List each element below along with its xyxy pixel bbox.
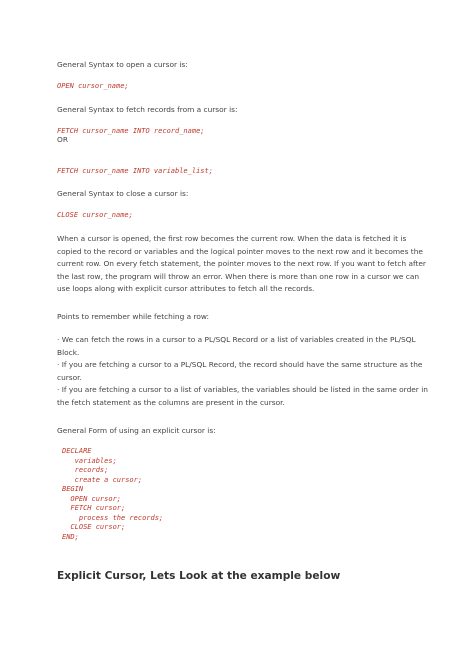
code-line: BEGIN xyxy=(62,485,84,494)
points-intro: Points to remember while fetching a row: xyxy=(57,312,210,321)
document-page xyxy=(57,0,429,670)
code-line: OPEN cursor; xyxy=(62,494,122,503)
section-heading: Explicit Cursor, Lets Look at the example below xyxy=(57,570,341,582)
code-line: CLOSE cursor; xyxy=(62,523,126,532)
code-line: create a cursor; xyxy=(62,475,143,484)
list-item: · If you are fetching a cursor to a PL/SQL Record, the record should have the same structure as the cursor. xyxy=(57,360,423,382)
list-item: · We can fetch the rows in a cursor to a PL/SQL Record or a list of variables created in the PL/SQL Block. xyxy=(57,335,416,357)
general-form-intro: General Form of using an explicit cursor is: xyxy=(57,426,216,435)
close-syntax-code: CLOSE cursor_name; xyxy=(57,211,133,219)
open-syntax-code: OPEN cursor_name; xyxy=(57,82,129,90)
or-separator: OR xyxy=(57,135,68,144)
fetch-syntax-intro: General Syntax to fetch records from a cursor is: xyxy=(57,105,238,114)
code-line: FETCH cursor; xyxy=(62,504,126,513)
general-form-code-block xyxy=(62,447,163,542)
cursor-explanation-paragraph: When a cursor is opened, the first row becomes the current row. When the data is fetched it is copied to the record or variables and the logical pointer moves to the next row and it becomes the current row. On every fetch statement, the pointer moves to the next row. If you want to fetch after the last row, the program will throw an error. When there is more than one row in a cursor we can use loops along with explicit cursor attributes to fetch all the records. xyxy=(57,234,426,294)
points-list xyxy=(57,334,429,410)
fetch-syntax-code-record: FETCH cursor_name INTO record_name; xyxy=(57,127,205,135)
list-item: · If you are fetching a cursor to a list of variables, the variables should be listed in the same order in the fetch statement as the columns are present in the cursor. xyxy=(57,385,428,407)
code-line: END; xyxy=(62,532,79,541)
open-syntax-intro: General Syntax to open a cursor is: xyxy=(57,60,188,69)
code-line: process the records; xyxy=(62,513,164,522)
fetch-syntax-code-variables: FETCH cursor_name INTO variable_list; xyxy=(57,167,213,175)
close-syntax-intro: General Syntax to close a cursor is: xyxy=(57,189,189,198)
code-line: DECLARE xyxy=(62,447,92,455)
code-line: records; xyxy=(62,466,109,475)
code-line: variables; xyxy=(62,456,117,465)
